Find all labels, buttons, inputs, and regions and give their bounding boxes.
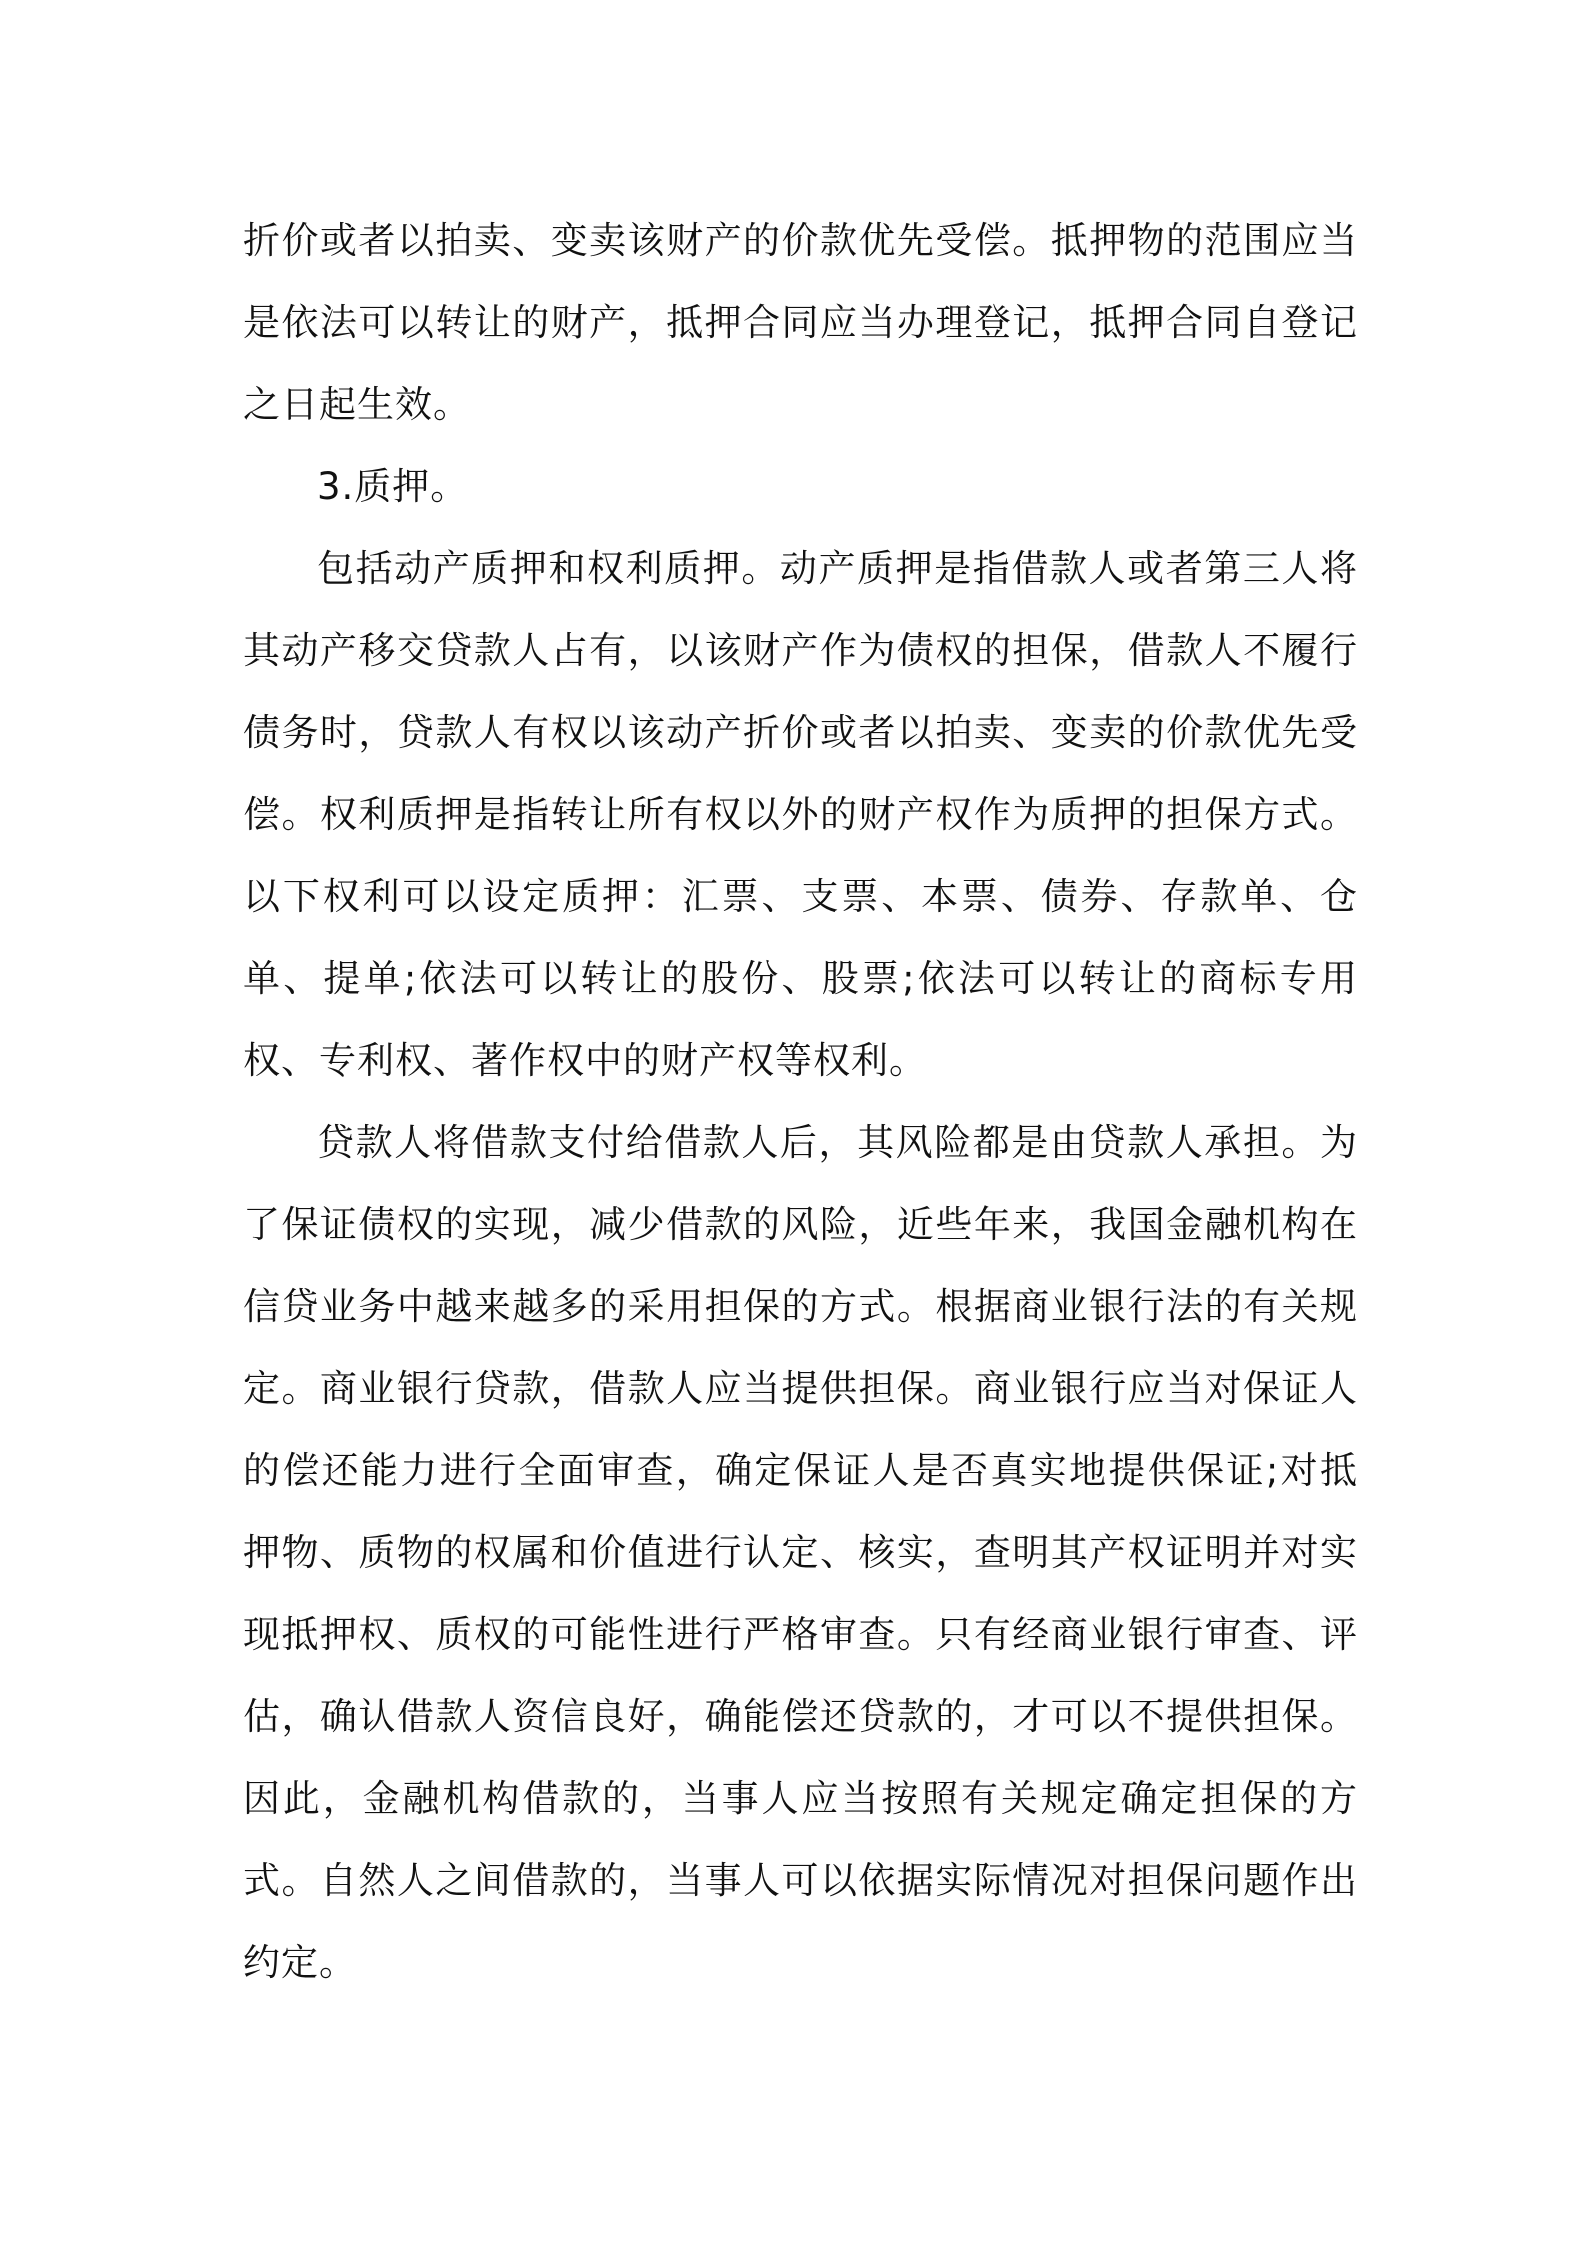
paragraph-pledge-types: 包括动产质押和权利质押。动产质押是指借款人或者第三人将其动产移交贷款人占有，以该财产作为债权的担保，借款人不履行债务时，贷款人有权以该动产折价或者以拍卖、变卖的价款优先受偿。权利质押是指转让所有权以外的财产权作为质押的担保方式。以下权利可以设定质押：汇票、支票、本票、债券、存款单、仓单、提单;依法可以转让的股份、股票;依法可以转让的商标专用权、专利权、著作权中的财产权等权利。 [243,547,1358,1082]
paragraph-mortgage-continued: 折价或者以拍卖、变卖该财产的价款优先受偿。抵押物的范围应当是依法可以转让的财产，抵押合同应当办理登记，抵押合同自登记之日起生效。 [243,219,1358,426]
document-page [243,200,1358,2004]
paragraph-lender-risk: 贷款人将借款支付给借款人后，其风险都是由贷款人承担。为了保证债权的实现，减少借款的风险，近些年来，我国金融机构在信贷业务中越来越多的采用担保的方式。根据商业银行法的有关规定。商业银行贷款，借款人应当提供担保。商业银行应当对保证人的偿还能力进行全面审查，确定保证人是否真实地提供保证;对抵押物、质物的权属和价值进行认定、核实，查明其产权证明并对实现抵押权、质权的可能性进行严格审查。只有经商业银行审查、评估，确认借款人资信良好，确能偿还贷款的，才可以不提供担保。因此，金融机构借款的，当事人应当按照有关规定确定担保的方式。自然人之间借款的，当事人可以依据实际情况对担保问题作出约定。 [243,1121,1358,1984]
section-heading-pledge: 3.质押。 [317,465,469,508]
